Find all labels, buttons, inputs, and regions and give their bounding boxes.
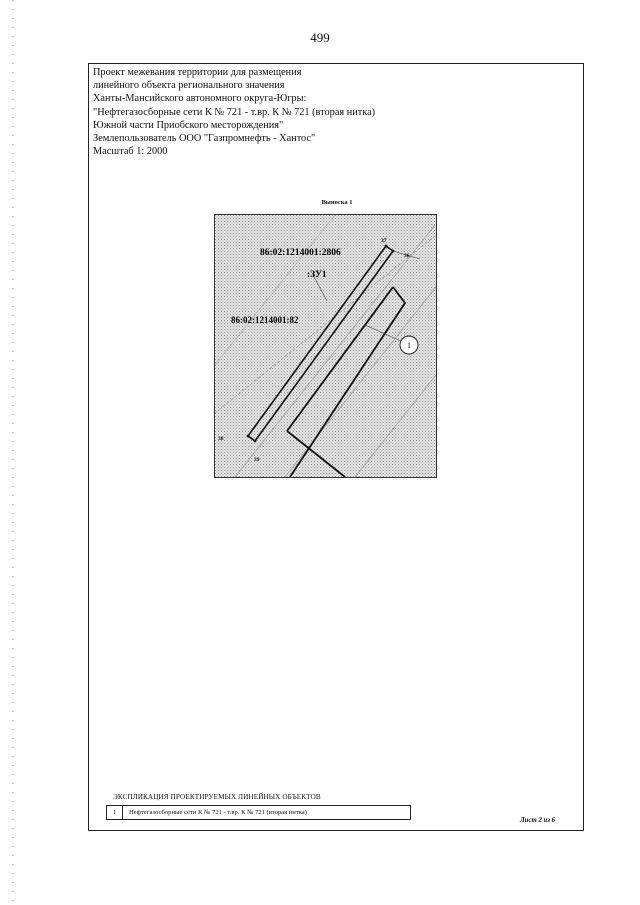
- point-label-38: 38: [218, 436, 224, 442]
- header-line: Южной части Приобского месторождения": [93, 119, 284, 131]
- page-number: 499: [310, 30, 330, 45]
- sheet-count: Лист 2 из 6: [520, 817, 556, 824]
- header-line: Ханты-Мансийского автономного округа-Югры:: [93, 93, 307, 105]
- header-line: Проект межевания территории для размещения: [93, 67, 302, 78]
- point-marker: [247, 435, 250, 438]
- explication-row-number: 1: [107, 806, 123, 819]
- callout-map: [214, 214, 437, 478]
- explication-table: [106, 805, 411, 820]
- scan-edge-marks: [12, 0, 14, 905]
- explication-row-description: Нефтегазосборные сети К № 721 - т.вр. К № 721 (вторая нитка): [129, 809, 307, 816]
- project-header: [93, 66, 375, 158]
- header-line: Землепользователь ООО "Газпромнефть - Хантос": [93, 133, 316, 145]
- point-label-37: 37: [381, 238, 387, 244]
- point-label-36: 36: [404, 253, 410, 259]
- parcel-label-left: 86:02:1214001:82: [231, 315, 299, 325]
- point-marker: [392, 250, 395, 253]
- callout-title: Выноска 1: [321, 199, 353, 206]
- point-marker: [254, 440, 257, 443]
- scale-line: Масштаб 1: 2000: [93, 146, 168, 158]
- map-drawing: [215, 215, 436, 477]
- explication-title: ЭКСПЛИКАЦИЯ ПРОЕКТИРУЕМЫХ ЛИНЕЙНЫХ ОБЪЕКТОВ: [113, 793, 321, 801]
- parcel-label-top: 86:02:1214001:2806: [260, 248, 341, 258]
- point-label-39: 39: [254, 457, 260, 463]
- object-ref-label: 1: [407, 341, 411, 350]
- header-line: "Нефтегазосборные сети К № 721 - т.вр. К № 721 (вторая нитка): [93, 106, 376, 118]
- sheet-frame: [88, 63, 584, 831]
- point-marker: [385, 245, 388, 248]
- zone-label: :ЗУ1: [307, 270, 327, 280]
- header-line: линейного объекта регионального значения: [93, 80, 285, 92]
